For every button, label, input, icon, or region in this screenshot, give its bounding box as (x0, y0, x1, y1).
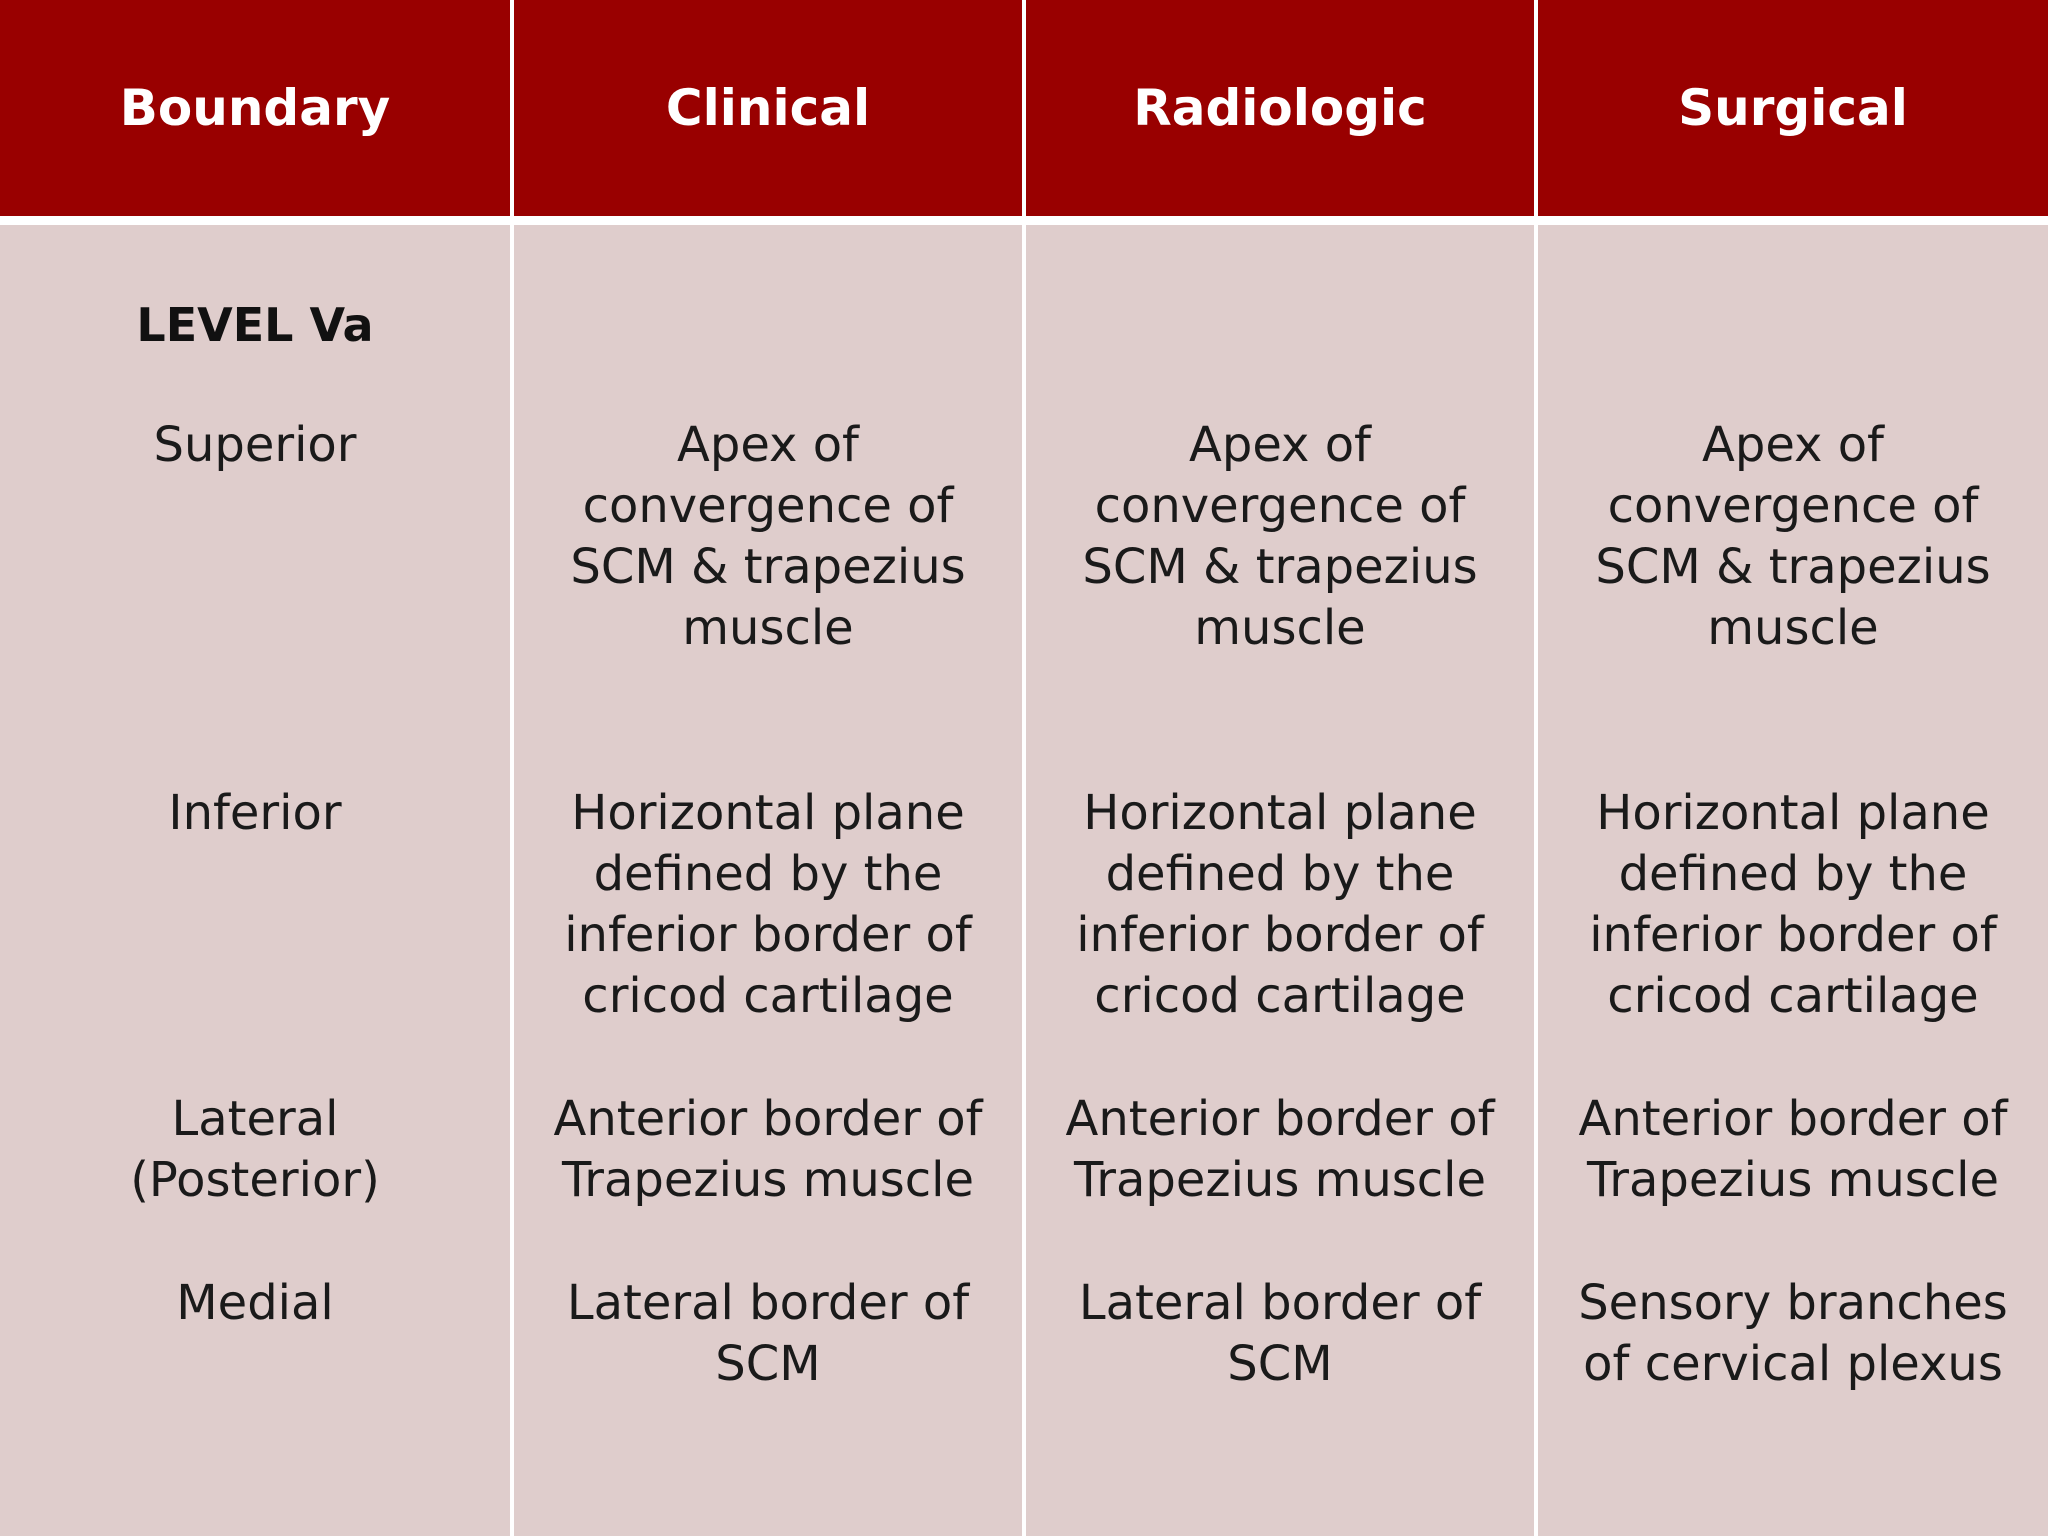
clinical-lateral: Anterior border of Trapezius muscle (553, 1091, 983, 1208)
radiologic-lateral: Anterior border of Trapezius muscle (1065, 1091, 1495, 1208)
surgical-inferior: Horizontal plane defined by the inferior border of cricod cartilage (1589, 785, 1997, 1024)
column-surgical (1538, 225, 2048, 1536)
surgical-superior: Apex of convergence of SCM & trapezius muscle (1595, 417, 1991, 656)
header-boundary: Boundary (0, 0, 510, 216)
level-label: LEVEL Va (136, 298, 374, 352)
radiologic-superior: Apex of convergence of SCM & trapezius muscle (1082, 417, 1478, 656)
clinical-inferior: Horizontal plane defined by the inferior border of cricod cartilage (564, 785, 972, 1024)
boundary-inferior: Inferior (168, 785, 342, 841)
boundary-medial: Medial (176, 1275, 334, 1331)
clinical-medial: Lateral border of SCM (566, 1275, 970, 1392)
boundary-superior: Superior (153, 417, 357, 473)
column-boundary (0, 225, 510, 1536)
header-surgical: Surgical (1538, 0, 2048, 216)
column-radiologic (1026, 225, 1534, 1536)
header-radiologic: Radiologic (1026, 0, 1534, 216)
surgical-lateral: Anterior border of Trapezius muscle (1578, 1091, 2008, 1208)
radiologic-inferior: Horizontal plane defined by the inferior border of cricod cartilage (1076, 785, 1484, 1024)
radiologic-medial: Lateral border of SCM (1078, 1275, 1482, 1392)
clinical-superior: Apex of convergence of SCM & trapezius muscle (570, 417, 966, 656)
boundary-lateral: Lateral (Posterior) (130, 1091, 380, 1208)
header-clinical: Clinical (514, 0, 1022, 216)
column-clinical (514, 225, 1022, 1536)
surgical-medial: Sensory branches of cervical plexus (1578, 1275, 2008, 1392)
